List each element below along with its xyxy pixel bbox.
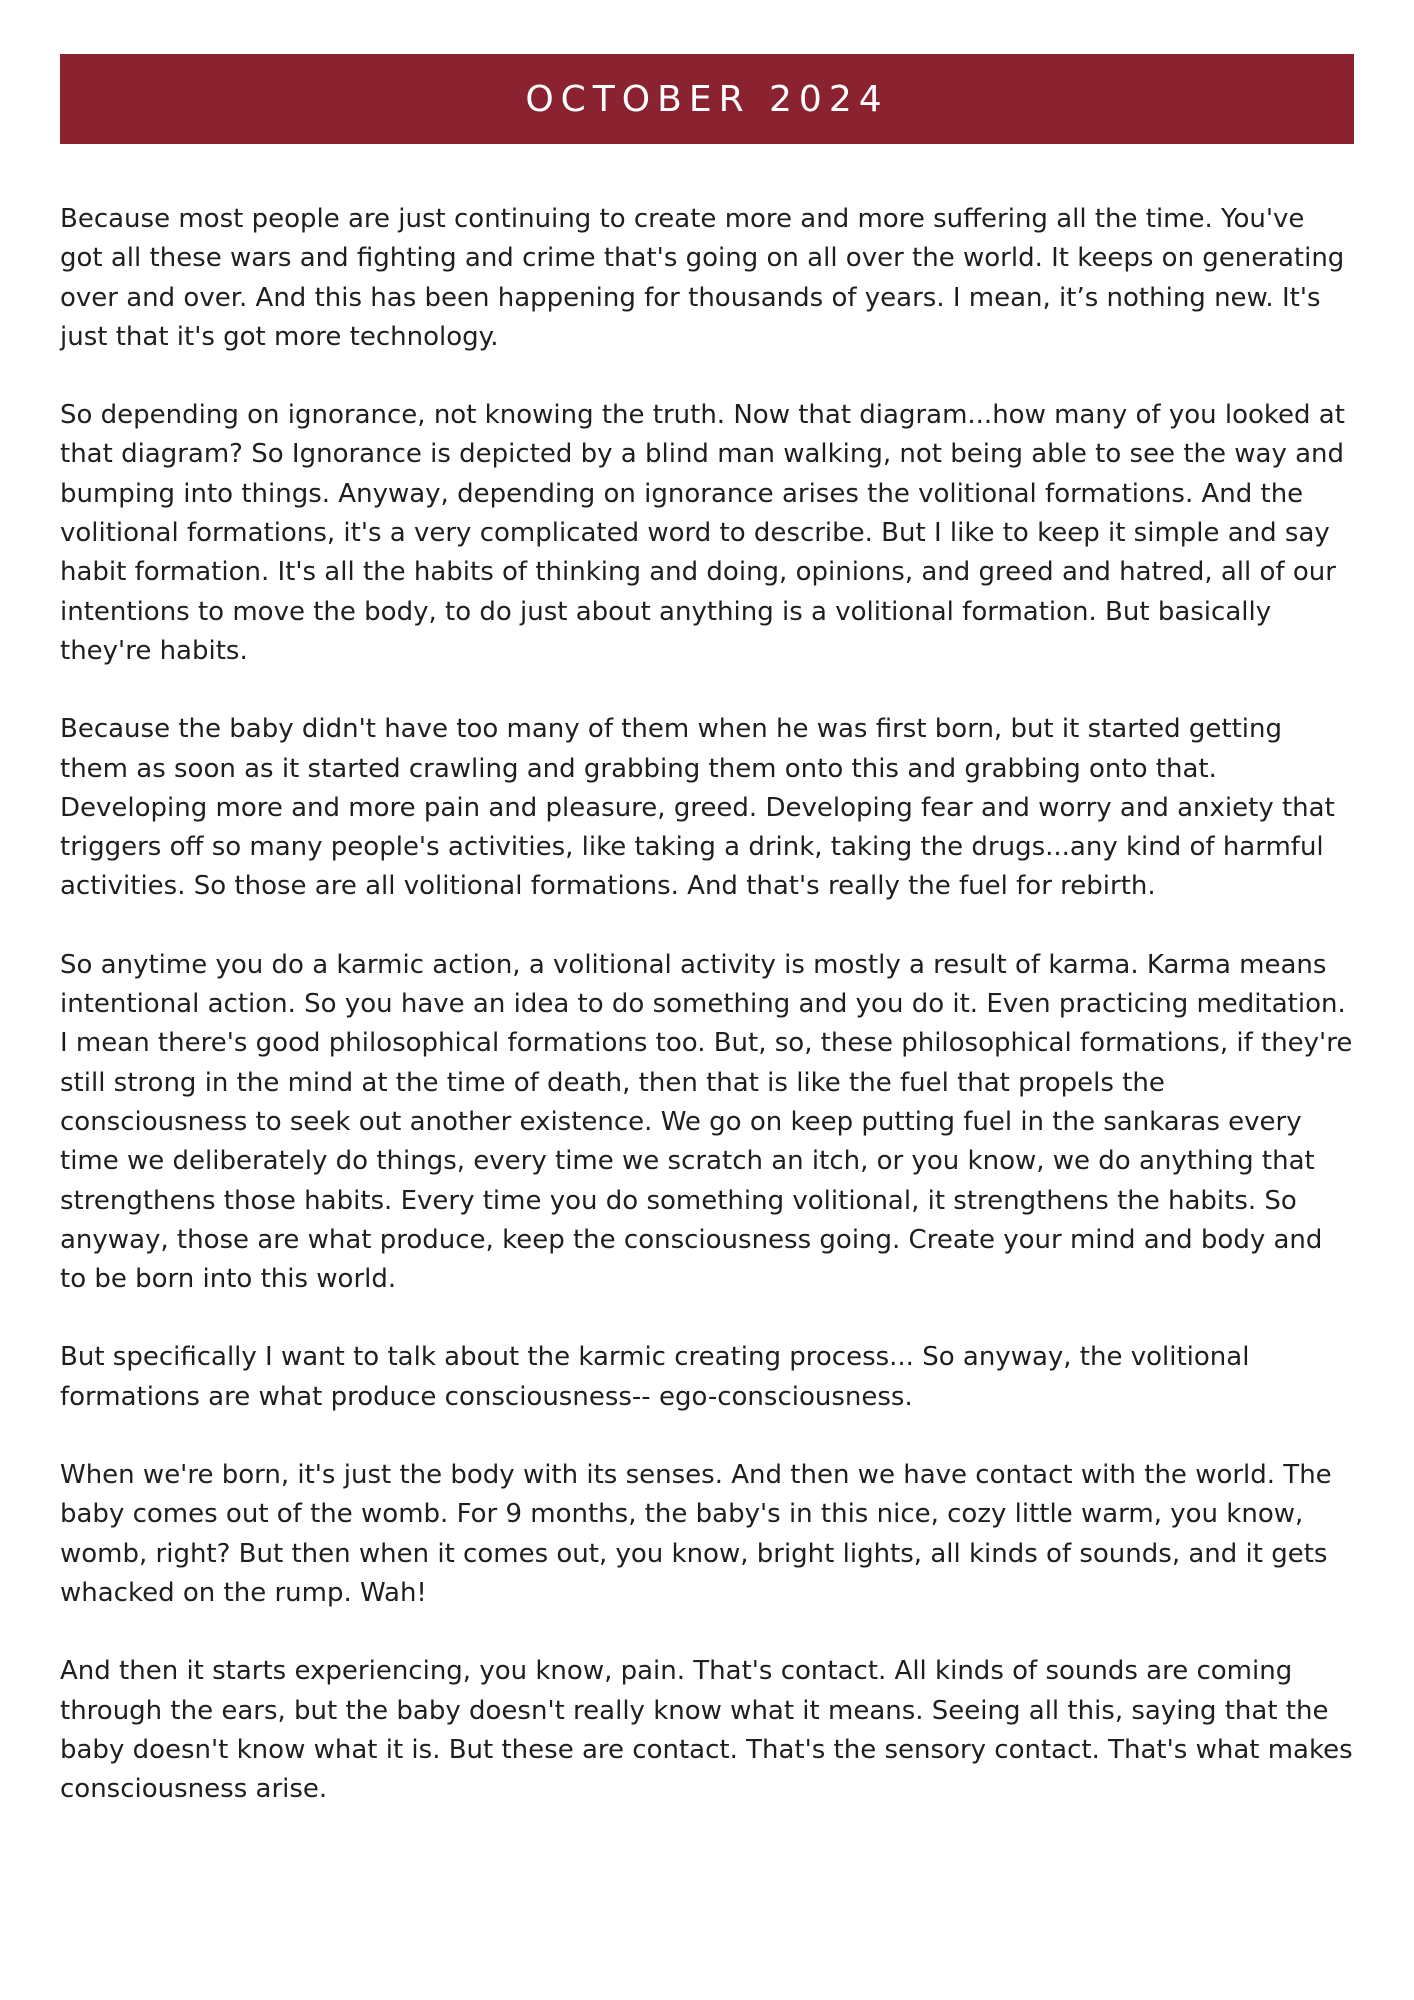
paragraph-4: So anytime you do a karmic action, a volitional activity is mostly a result of karma. Karma means intentional action. So you have an idea to do something and you do it. Even practicing meditation. I mean there's good philosophical formations too. But, so, these philosophical formations, if they're still strong in the mind at the time of death, then that is like the fuel that propels the consciousness to seek out another existence. We go on keep putting fuel in the sankaras every time we deliberately do things, every time we scratch an itch, or you know, we do anything that strengthens those habits. Every time you do something volitional, it strengthens the habits. So anyway, those are what produce, keep the consciousness going. Create your mind and body and to be born into this world. bbox=[60, 949, 1353, 1295]
paragraph-5: But specifically I want to talk about the karmic creating process... So anyway, the volitional formations are what produce consciousness-- ego-consciousness. bbox=[60, 1342, 1250, 1412]
page-title: OCTOBER 2024 bbox=[525, 78, 889, 120]
header-banner bbox=[60, 54, 1354, 144]
paragraph-7: And then it starts experiencing, you know, pain. That's contact. All kinds of sounds are coming through the ears, but the baby doesn't really know what it means. Seeing all this, saying that the baby doesn't know what it is. But these are contact. That's the sensory contact. That's what makes consciousness arise. bbox=[60, 1656, 1353, 1805]
paragraph-3: Because the baby didn't have too many of them when he was first born, but it started getting them as soon as it started crawling and grabbing them onto this and grabbing onto that. Developing more and more pain and pleasure, greed. Developing fear and worry and anxiety that triggers off so many people's activities, like taking a drink, taking the drugs...any kind of harmful activities. So those are all volitional formations. And that's really the fuel for rebirth. bbox=[60, 714, 1335, 902]
paragraph-6: When we're born, it's just the body with its senses. And then we have contact with the world. The baby comes out of the womb. For 9 months, the baby's in this nice, cozy little warm, you know, womb, right? But then when it comes out, you know, bright lights, all kinds of sounds, and it gets whacked on the rump. Wah! bbox=[60, 1460, 1332, 1608]
document-body bbox=[60, 200, 1354, 1848]
paragraph-2: So depending on ignorance, not knowing the truth. Now that diagram...how many of you looked at that diagram? So Ignorance is depicted by a blind man walking, not being able to see the way and bumping into things. Anyway, depending on ignorance arises the volitional formations. And the volitional formations, it's a very complicated word to describe. But I like to keep it simple and say habit formation. It's all the habits of thinking and doing, opinions, and greed and hatred, all of our intentions to move the body, to do just about anything is a volitional formation. But basically they're habits. bbox=[60, 400, 1345, 666]
paragraph-1: Because most people are just continuing to create more and more suffering all the time. You've got all these wars and fighting and crime that's going on all over the world. It keeps on generating over and over. And this has been happening for thousands of years. I mean, it’s nothing new. It's just that it's got more technology. bbox=[60, 204, 1345, 352]
